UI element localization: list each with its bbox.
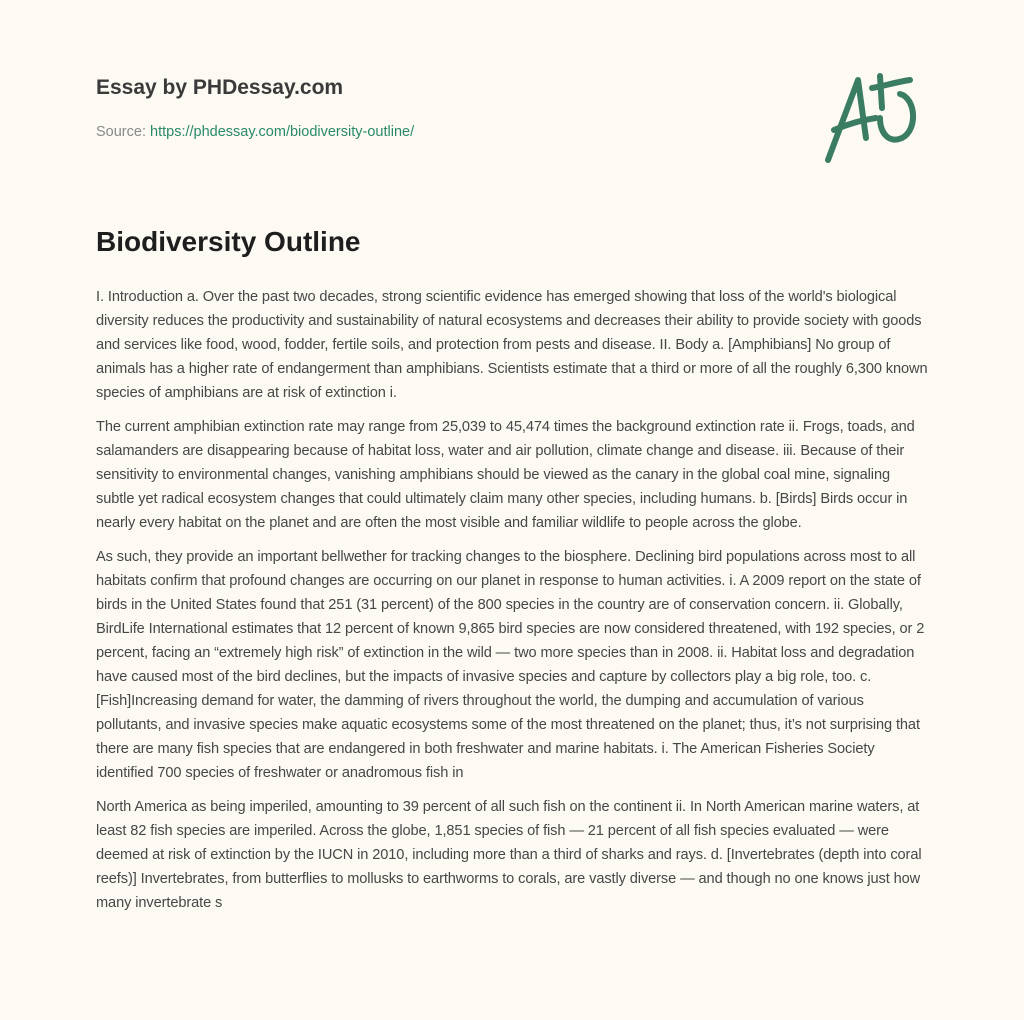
- source-line: [96, 124, 414, 140]
- a-plus-logo-icon: [820, 68, 930, 168]
- paragraph: North America as being imperiled, amounting to 39 percent of all such fish on the continent ii. In North American marine waters, at least 82 fish species are imperiled. Across the globe, 1,851 species of fish — 21 percent of all fish species evaluated — were deemed at risk of extinction by the IUCN in 2010, including more than a third of sharks and rays. d. [Invertebrates (depth into coral reefs)] Invertebrates, from butterflies to mollusks to earthworms to corals, are vastly diverse — and though no one knows just how many invertebrate s: [96, 799, 922, 911]
- article-title: Biodiversity Outline: [96, 226, 361, 257]
- paragraph: I. Introduction a. Over the past two decades, strong scientific evidence has emerged showing that loss of the world's biological diversity reduces the productivity and sustainability of natural ecosystems and decreases their ability to provide society with goods and services like food, wood, fodder, fertile soils, and protection from pests and disease. II. Body a. [Amphibians] No group of animals has a higher rate of endangerment than amphibians. Scientists estimate that a third or more of all the roughly 6,300 known species of amphibians are at risk of extinction i.: [96, 289, 928, 401]
- source-link[interactable]: https://phdessay.com/biodiversity-outline/: [150, 124, 415, 140]
- paragraph: As such, they provide an important bellwether for tracking changes to the biosphere. Declining bird populations across most to all habitats confirm that profound changes are occurring on our planet in response to human activities. i. A 2009 report on the state of birds in the United States found that 251 (31 percent) of the 800 species in the country are of conservation concern. ii. Globally, BirdLife International estimates that 12 percent of known 9,865 bird species are now considered threatened, with 192 species, or 2 percent, facing an “extremely high risk” of extinction in the wild — two more species than in 2008. ii. Habitat loss and degradation have caused most of the bird declines, but the impacts of invasive species and capture by collectors play a big role, too. c. [Fish]Increasing demand for water, the damming of rivers throughout the world, the dumping and accumulation of various pollutants, and invasive species make aquatic ecosystems some of the most threatened on the planet; thus, it’s not surprising that there are many fish species that are endangered in both freshwater and marine habitats. i. The American Fisheries Society identified 700 species of freshwater or anadromous fish in: [96, 549, 925, 781]
- source-label: Source:: [96, 124, 146, 140]
- article-body: [96, 285, 932, 925]
- brand-title: Essay by PHDessay.com: [96, 76, 344, 99]
- paragraph: The current amphibian extinction rate may range from 25,039 to 45,474 times the background extinction rate ii. Frogs, toads, and salamanders are disappearing because of habitat loss, water and air pollution, climate change and disease. iii. Because of their sensitivity to environmental changes, vanishing amphibians should be viewed as the canary in the global coal mine, signaling subtle yet radical ecosystem changes that could ultimately claim many other species, including humans. b. [Birds] Birds occur in nearly every habitat on the planet and are often the most visible and familiar wildlife to people across the globe.: [96, 419, 915, 531]
